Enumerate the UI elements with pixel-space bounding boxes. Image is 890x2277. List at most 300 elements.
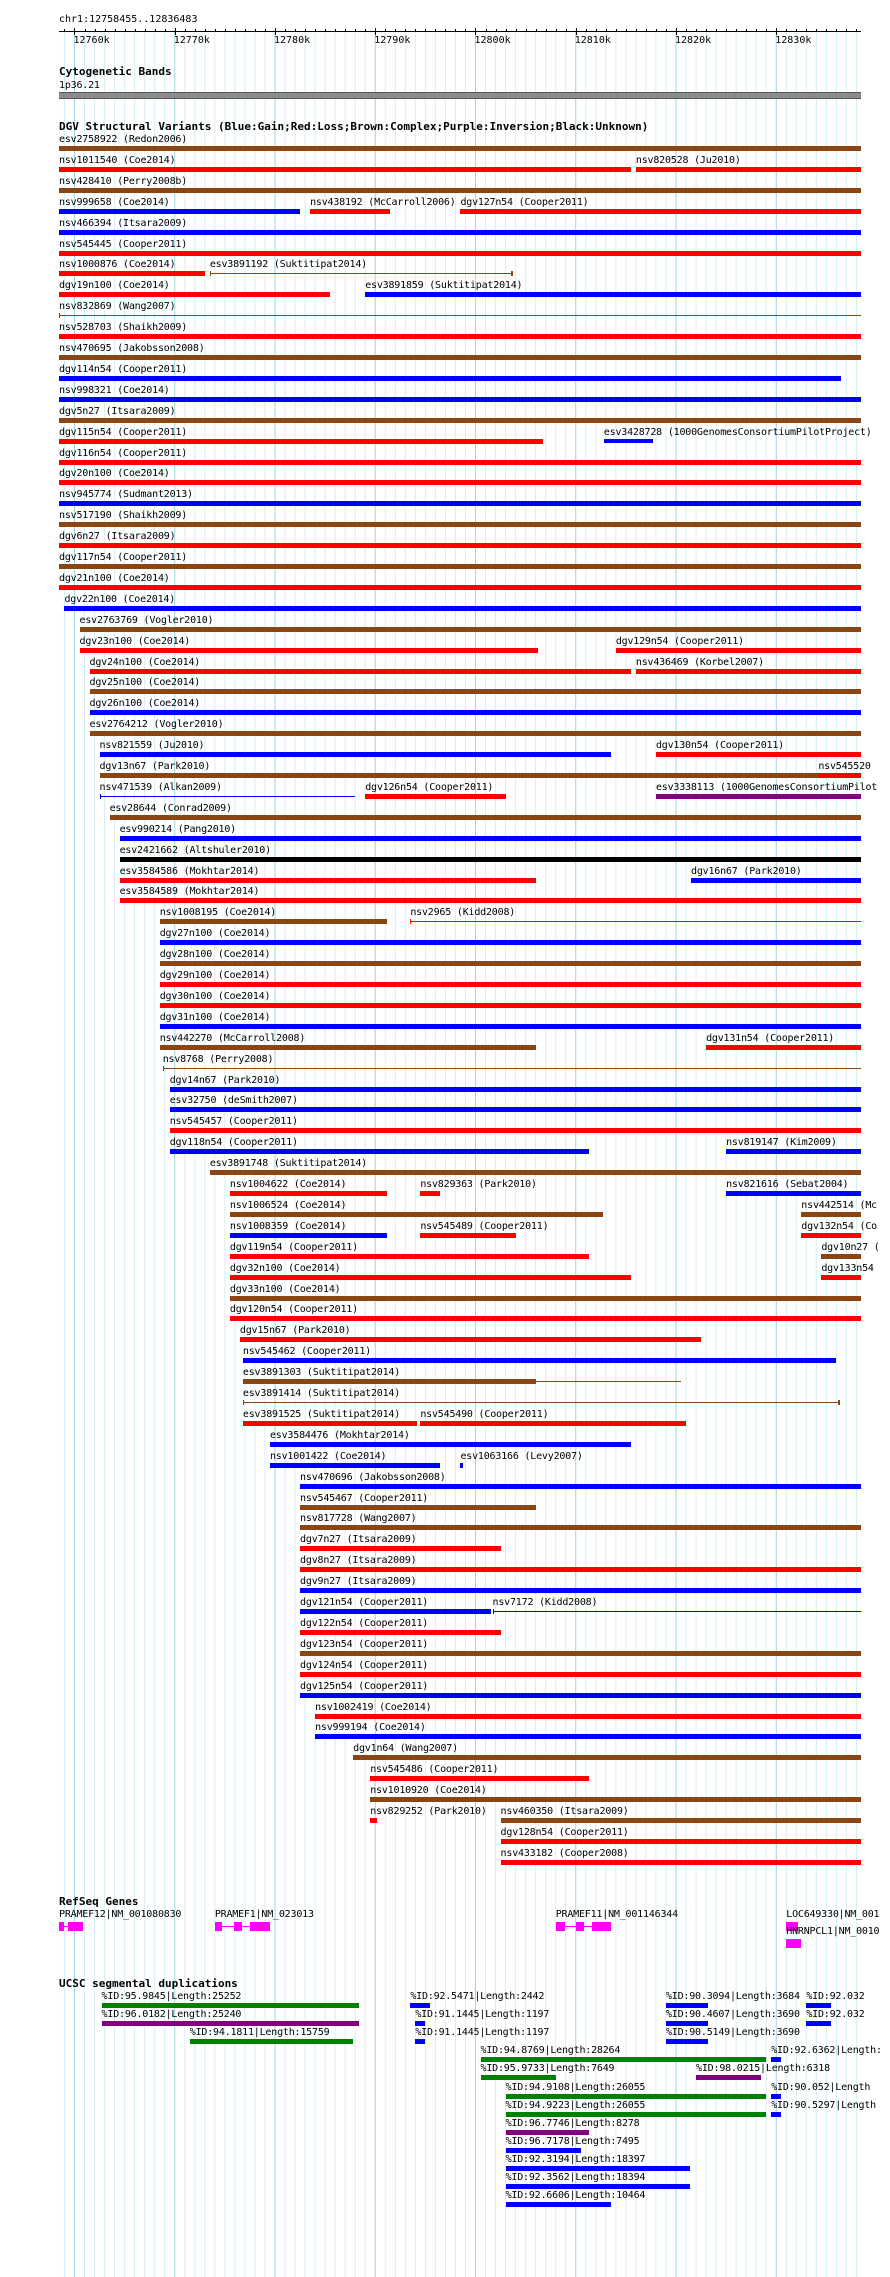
- segdup-label[interactable]: %ID:92.032: [806, 1991, 865, 2002]
- variant-label[interactable]: dgv115n54 (Cooper2011): [59, 426, 188, 438]
- variant-bar[interactable]: [120, 836, 861, 841]
- variant-line[interactable]: [59, 315, 861, 316]
- variant-label[interactable]: nsv1006524 (Coe2014): [229, 1199, 347, 1211]
- variant-label[interactable]: nsv545490 (Cooper2011): [420, 1408, 549, 1420]
- variant-bar[interactable]: [59, 397, 861, 402]
- segdup-label[interactable]: %ID:92.3194|Length:18397: [505, 2153, 646, 2165]
- variant-label[interactable]: esv3584586 (Mokhtar2014): [119, 865, 260, 877]
- variant-bar[interactable]: [270, 1463, 440, 1468]
- variant-bar[interactable]: [353, 1755, 861, 1760]
- variant-label[interactable]: dgv132n54 (Co: [801, 1220, 877, 1232]
- segdup-label[interactable]: %ID:96.7178|Length:7495: [505, 2135, 640, 2147]
- variant-label[interactable]: dgv127n54 (Cooper2011): [460, 196, 589, 208]
- variant-label[interactable]: esv2421662 (Altshuler2010): [119, 844, 271, 856]
- variant-bar[interactable]: [90, 689, 861, 694]
- variant-label[interactable]: dgv23n100 (Coe2014): [79, 635, 191, 647]
- segdup-bar[interactable]: [102, 2003, 360, 2008]
- variant-label[interactable]: nsv832869 (Wang2007): [59, 301, 176, 313]
- variant-label[interactable]: esv990214 (Pang2010): [119, 823, 237, 835]
- variant-label[interactable]: nsv545445 (Cooper2011): [59, 238, 188, 250]
- ruler-label: 12780k: [273, 35, 311, 46]
- variant-label[interactable]: dgv30n100 (Coe2014): [159, 990, 271, 1002]
- segdup-label[interactable]: %ID:90.052|Length: [771, 2081, 871, 2093]
- variant-bar[interactable]: [59, 251, 861, 256]
- variant-bar[interactable]: [59, 439, 543, 444]
- segdup-label[interactable]: %ID:92.6606|Length:10464: [505, 2190, 646, 2202]
- variant-bar[interactable]: [59, 334, 861, 339]
- variant-label[interactable]: nsv1008195 (Coe2014): [159, 907, 277, 919]
- variant-bar[interactable]: [160, 940, 861, 945]
- gene-exon[interactable]: [786, 1939, 801, 1948]
- variant-line[interactable]: [493, 1611, 861, 1612]
- variant-bar[interactable]: [230, 1254, 589, 1259]
- variant-label[interactable]: dgv19n100 (Coe2014): [59, 280, 170, 292]
- variant-bar[interactable]: [365, 794, 505, 799]
- gene-label[interactable]: PRAMEF12|NM_001080830: [59, 1909, 182, 1920]
- cytoband-title: Cytogenetic Bands: [59, 65, 172, 78]
- variant-bar[interactable]: [80, 627, 861, 632]
- variant-bar[interactable]: [300, 1505, 536, 1510]
- variant-bar[interactable]: [656, 794, 861, 799]
- variant-label[interactable]: dgv119n54 (Cooper2011): [229, 1241, 358, 1253]
- variant-bar[interactable]: [240, 1337, 701, 1342]
- variant-label[interactable]: dgv31n100 (Coe2014): [159, 1011, 271, 1023]
- variant-bar[interactable]: [270, 1442, 631, 1447]
- variant-bar[interactable]: [801, 1233, 861, 1238]
- variant-label[interactable]: dgv21n100 (Coe2014): [59, 572, 170, 584]
- variant-label[interactable]: dgv118n54 (Cooper2011): [169, 1137, 298, 1149]
- variant-label[interactable]: nsv1011540 (Coe2014): [59, 154, 176, 166]
- segdup-bar[interactable]: [506, 2184, 690, 2189]
- variant-bar[interactable]: [170, 1149, 589, 1154]
- gene-label[interactable]: LOC649330|NM_001: [786, 1909, 880, 1920]
- variant-label[interactable]: nsv545486 (Cooper2011): [370, 1764, 499, 1776]
- variant-label[interactable]: nsv945774 (Sudmant2013): [59, 489, 193, 501]
- variant-label[interactable]: nsv528703 (Shaikh2009): [59, 322, 188, 334]
- variant-bar[interactable]: [230, 1316, 861, 1321]
- variant-label[interactable]: dgv9n27 (Itsara2009): [300, 1576, 417, 1588]
- segdup-bar[interactable]: [666, 2039, 708, 2044]
- variant-label[interactable]: esv3891192 (Suktitipat2014): [209, 259, 367, 271]
- variant-label[interactable]: esv1063166 (Levy2007): [460, 1450, 583, 1462]
- variant-label[interactable]: nsv470696 (Jakobsson2008): [300, 1471, 446, 1483]
- variant-bar[interactable]: [160, 982, 861, 987]
- variant-label[interactable]: dgv7n27 (Itsara2009): [300, 1534, 417, 1546]
- variant-bar[interactable]: [210, 1170, 861, 1175]
- variant-bar[interactable]: [420, 1233, 515, 1238]
- variant-cap: [493, 1609, 494, 1614]
- segdup-label[interactable]: %ID:96.0182|Length:25240: [101, 2009, 242, 2021]
- variant-bar[interactable]: [300, 1484, 861, 1489]
- variant-bar[interactable]: [315, 1714, 861, 1719]
- variant-bar[interactable]: [310, 209, 390, 214]
- ruler-label: 12810k: [574, 35, 611, 46]
- variant-label[interactable]: dgv121n54 (Cooper2011): [300, 1597, 429, 1608]
- variant-bar[interactable]: [59, 564, 861, 569]
- variant-label[interactable]: dgv114n54 (Cooper2011): [59, 363, 188, 375]
- segdup-label[interactable]: %ID:98.0215|Length:6318: [696, 2063, 830, 2075]
- variant-label[interactable]: nsv436469 (Korbel2007): [635, 656, 764, 668]
- variant-label[interactable]: nsv545520: [818, 761, 871, 772]
- variant-label[interactable]: nsv821616 (Sebat2004): [726, 1179, 849, 1190]
- variant-cap: [163, 1066, 164, 1071]
- variant-bar[interactable]: [59, 209, 300, 214]
- segdup-bar[interactable]: [771, 2094, 781, 2099]
- variant-label[interactable]: dgv10n27 (: [821, 1241, 880, 1253]
- segdup-bar[interactable]: [771, 2057, 781, 2062]
- variant-label[interactable]: dgv126n54 (Cooper2011): [365, 781, 494, 793]
- variant-bar[interactable]: [230, 1296, 861, 1301]
- variant-label[interactable]: dgv122n54 (Cooper2011): [300, 1617, 429, 1629]
- variant-bar[interactable]: [243, 1421, 417, 1426]
- variant-bar[interactable]: [120, 878, 536, 883]
- variant-label[interactable]: esv3891748 (Suktitipat2014): [209, 1158, 367, 1170]
- gene-label[interactable]: PRAMEF1|NM_023013: [214, 1909, 314, 1920]
- variant-bar[interactable]: [100, 773, 861, 778]
- variant-bar[interactable]: [300, 1525, 861, 1530]
- variant-bar[interactable]: [59, 460, 861, 465]
- variant-label[interactable]: esv2763769 (Vogler2010): [79, 614, 214, 626]
- variant-label[interactable]: dgv5n27 (Itsara2009): [59, 405, 176, 417]
- variant-bar[interactable]: [300, 1546, 501, 1551]
- variant-bar[interactable]: [160, 1003, 861, 1008]
- variant-label[interactable]: dgv14n67 (Park2010): [169, 1074, 281, 1086]
- variant-bar[interactable]: [170, 1107, 861, 1112]
- variant-label[interactable]: dgv26n100 (Coe2014): [89, 698, 201, 710]
- variant-bar[interactable]: [243, 1379, 536, 1384]
- variant-label[interactable]: esv3338113 (1000GenomesConsortiumPilot: [655, 781, 878, 793]
- variant-bar[interactable]: [110, 815, 861, 820]
- variant-bar[interactable]: [90, 710, 861, 715]
- variant-label[interactable]: nsv999194 (Coe2014): [315, 1722, 426, 1734]
- variant-bar[interactable]: [120, 857, 861, 862]
- variant-cap: [210, 271, 211, 276]
- variant-label[interactable]: dgv128n54 (Cooper2011): [500, 1826, 629, 1838]
- variant-label[interactable]: nsv517190 (Shaikh2009): [59, 510, 188, 522]
- variant-bar[interactable]: [370, 1818, 377, 1823]
- variant-bar[interactable]: [838, 1400, 840, 1405]
- variant-label[interactable]: nsv466394 (Itsara2009): [59, 217, 188, 229]
- variant-cap: [243, 1400, 244, 1405]
- ruler-label: 12790k: [374, 35, 411, 46]
- segdup-bar[interactable]: [415, 2021, 425, 2026]
- variant-line[interactable]: [210, 273, 511, 274]
- variant-label[interactable]: nsv460350 (Itsara2009): [500, 1806, 629, 1817]
- variant-bar[interactable]: [656, 752, 861, 757]
- variant-bar[interactable]: [160, 919, 388, 924]
- segdup-label[interactable]: %ID:91.1445|Length:1197: [415, 2009, 550, 2021]
- variant-bar[interactable]: [821, 1254, 861, 1259]
- variant-bar[interactable]: [706, 1045, 861, 1050]
- variant-label[interactable]: esv28644 (Conrad2009): [109, 802, 232, 814]
- variant-bar[interactable]: [100, 752, 611, 757]
- variant-label[interactable]: esv3891303 (Suktitipat2014): [242, 1367, 401, 1379]
- variant-bar[interactable]: [160, 961, 861, 966]
- gene-label[interactable]: HNRNPCL1|NM_0010: [786, 1926, 880, 1937]
- variant-label[interactable]: nsv442514 (Mc: [801, 1199, 877, 1211]
- variant-bar[interactable]: [230, 1212, 603, 1217]
- segdup-bar[interactable]: [806, 2003, 831, 2008]
- gene-exon[interactable]: [576, 1922, 584, 1931]
- variant-bar[interactable]: [59, 543, 861, 548]
- segdup-label[interactable]: %ID:94.8769|Length:28264: [480, 2045, 621, 2057]
- variant-label[interactable]: dgv27n100 (Coe2014): [159, 928, 271, 940]
- variant-bar[interactable]: [315, 1734, 861, 1739]
- variant-label[interactable]: nsv999658 (Coe2014): [59, 196, 170, 208]
- segdup-bar[interactable]: [666, 2021, 708, 2026]
- segdup-bar[interactable]: [771, 2112, 781, 2117]
- variant-bar[interactable]: [300, 1609, 490, 1614]
- variant-bar[interactable]: [300, 1630, 501, 1635]
- variant-bar[interactable]: [300, 1651, 861, 1656]
- variant-label[interactable]: nsv7172 (Kidd2008): [492, 1597, 598, 1608]
- variant-bar[interactable]: [230, 1275, 631, 1280]
- variant-cap: [410, 919, 411, 924]
- variant-label[interactable]: esv2764212 (Vogler2010): [89, 719, 224, 731]
- variant-label[interactable]: nsv1002419 (Coe2014): [315, 1701, 432, 1713]
- segdup-label[interactable]: %ID:90.5297|Length: [771, 2099, 876, 2111]
- variant-label[interactable]: nsv2965 (Kidd2008): [410, 907, 516, 919]
- segdup-bar[interactable]: [806, 2021, 831, 2026]
- segdup-label[interactable]: %ID:94.1811|Length:15759: [189, 2027, 330, 2039]
- gene-exon[interactable]: [59, 1922, 64, 1931]
- variant-label[interactable]: esv3428728 (1000GenomesConsortiumPilotProject): [603, 426, 872, 438]
- variant-label[interactable]: nsv433182 (Cooper2008): [500, 1847, 629, 1859]
- variant-label[interactable]: esv2758922 (Redon2006): [59, 134, 188, 145]
- gene-exon[interactable]: [556, 1922, 565, 1931]
- segdup-bar[interactable]: [696, 2075, 761, 2080]
- variant-line[interactable]: [410, 921, 861, 922]
- dgv-track-title: DGV Structural Variants (Blue:Gain;Red:Loss;Brown:Complex;Purple:Inversion;Black:Unknown): [59, 120, 649, 133]
- variant-line[interactable]: [243, 1402, 838, 1403]
- variant-bar[interactable]: [636, 167, 861, 172]
- segdup-label[interactable]: %ID:92.5471|Length:2442: [410, 1991, 545, 2002]
- variant-label[interactable]: nsv545462 (Cooper2011): [242, 1346, 371, 1358]
- variant-label[interactable]: nsv819147 (Kim2009): [726, 1137, 837, 1149]
- segdup-label[interactable]: %ID:95.9845|Length:25252: [101, 1991, 242, 2002]
- variant-bar[interactable]: [64, 606, 861, 611]
- segdup-label[interactable]: %ID:92.6362|Length:: [771, 2045, 882, 2057]
- variant-label[interactable]: dgv33n100 (Coe2014): [229, 1283, 341, 1295]
- ruler-label: 12770k: [173, 35, 210, 46]
- variant-bar[interactable]: [59, 501, 861, 506]
- variant-label[interactable]: nsv8768 (Perry2008): [162, 1053, 274, 1065]
- variant-label[interactable]: esv3891414 (Suktitipat2014): [242, 1388, 401, 1399]
- segdup-bar[interactable]: [506, 2094, 767, 2099]
- variant-line[interactable]: [163, 1068, 861, 1069]
- variant-bar[interactable]: [243, 1358, 836, 1363]
- variant-bar[interactable]: [160, 1024, 861, 1029]
- segdup-label[interactable]: %ID:95.9733|Length:7649: [480, 2063, 615, 2075]
- variant-label[interactable]: nsv470695 (Jakobsson2008): [59, 343, 205, 354]
- variant-label[interactable]: dgv117n54 (Cooper2011): [59, 552, 188, 563]
- segdup-label[interactable]: %ID:96.7746|Length:8278: [505, 2117, 640, 2129]
- variant-label[interactable]: nsv438192 (McCarroll2006): [310, 196, 456, 208]
- variant-bar[interactable]: [170, 1087, 861, 1092]
- variant-label[interactable]: nsv545457 (Cooper2011): [169, 1116, 298, 1128]
- variant-label[interactable]: nsv817728 (Wang2007): [300, 1513, 417, 1525]
- variant-label[interactable]: nsv428410 (Perry2008b): [59, 175, 188, 187]
- variant-label[interactable]: dgv25n100 (Coe2014): [89, 677, 201, 689]
- variant-bar[interactable]: [370, 1797, 861, 1802]
- segdup-label[interactable]: %ID:94.9108|Length:26055: [505, 2081, 646, 2093]
- segdup-bar[interactable]: [506, 2148, 581, 2153]
- variant-label[interactable]: dgv20n100 (Coe2014): [59, 468, 170, 480]
- gene-exon[interactable]: [234, 1922, 242, 1931]
- variant-bar[interactable]: [365, 292, 861, 297]
- variant-bar[interactable]: [90, 669, 631, 674]
- variant-label[interactable]: dgv130n54 (Cooper2011): [655, 740, 784, 752]
- variant-bar[interactable]: [300, 1567, 861, 1572]
- variant-bar[interactable]: [420, 1421, 686, 1426]
- variant-bar[interactable]: [59, 355, 861, 360]
- segdup-bar[interactable]: [410, 2003, 430, 2008]
- variant-bar[interactable]: [501, 1818, 861, 1823]
- segdup-label[interactable]: %ID:94.9223|Length:26055: [505, 2099, 646, 2111]
- variant-bar[interactable]: [170, 1128, 861, 1133]
- cytoband-name: 1p36.21: [59, 80, 100, 91]
- variant-bar[interactable]: [59, 188, 861, 193]
- variant-label[interactable]: nsv1010920 (Coe2014): [370, 1785, 487, 1797]
- segdup-track-title: UCSC segmental duplications: [59, 1977, 238, 1990]
- segdup-bar[interactable]: [506, 2202, 611, 2207]
- segdup-bar[interactable]: [666, 2003, 708, 2008]
- segdup-bar[interactable]: [415, 2039, 425, 2044]
- segdup-label[interactable]: %ID:92.032: [806, 2009, 865, 2021]
- variant-label[interactable]: nsv829363 (Park2010): [420, 1179, 537, 1190]
- variant-label[interactable]: esv3891525 (Suktitipat2014): [242, 1408, 401, 1420]
- variant-label[interactable]: nsv1004622 (Coe2014): [229, 1179, 347, 1190]
- variant-bar[interactable]: [59, 418, 861, 423]
- variant-label[interactable]: dgv15n67 (Park2010): [239, 1325, 351, 1337]
- variant-label[interactable]: esv3584476 (Mokhtar2014): [269, 1429, 410, 1441]
- variant-label[interactable]: dgv16n67 (Park2010): [691, 865, 802, 877]
- variant-cap: [59, 313, 60, 318]
- variant-label[interactable]: dgv22n100 (Coe2014): [64, 593, 176, 605]
- variant-label[interactable]: esv3584589 (Mokhtar2014): [119, 886, 260, 898]
- variant-label[interactable]: dgv28n100 (Coe2014): [159, 949, 271, 961]
- gene-exon[interactable]: [250, 1922, 270, 1931]
- variant-bar[interactable]: [691, 878, 861, 883]
- variant-bar[interactable]: [501, 1860, 861, 1865]
- segdup-label[interactable]: %ID:91.1445|Length:1197: [415, 2027, 550, 2039]
- variant-label[interactable]: dgv124n54 (Cooper2011): [300, 1659, 429, 1671]
- variant-label[interactable]: dgv8n27 (Itsara2009): [300, 1555, 417, 1567]
- variant-bar[interactable]: [230, 1233, 387, 1238]
- variant-bar[interactable]: [501, 1839, 861, 1844]
- variant-bar[interactable]: [604, 439, 653, 443]
- variant-label[interactable]: dgv125n54 (Cooper2011): [300, 1680, 429, 1692]
- variant-label[interactable]: dgv32n100 (Coe2014): [229, 1262, 341, 1274]
- variant-label[interactable]: dgv29n100 (Coe2014): [159, 970, 271, 981]
- gene-exon[interactable]: [215, 1922, 222, 1931]
- segdup-label[interactable]: %ID:90.4607|Length:3690: [665, 2009, 800, 2021]
- variant-bar[interactable]: [636, 669, 861, 674]
- variant-bar[interactable]: [59, 292, 330, 297]
- variant-bar[interactable]: [726, 1191, 861, 1196]
- variant-bar[interactable]: [230, 1191, 387, 1196]
- variant-label[interactable]: nsv545489 (Cooper2011): [420, 1220, 549, 1232]
- variant-bar[interactable]: [300, 1672, 861, 1677]
- segdup-bar[interactable]: [481, 2075, 556, 2080]
- variant-label[interactable]: nsv471539 (Alkan2009): [99, 781, 222, 793]
- variant-label[interactable]: nsv820528 (Ju2010): [635, 154, 741, 166]
- variant-bar[interactable]: [59, 146, 861, 151]
- variant-label[interactable]: nsv821559 (Ju2010): [99, 740, 205, 752]
- variant-bar[interactable]: [616, 648, 861, 653]
- variant-bar[interactable]: [420, 1191, 440, 1196]
- gene-exon[interactable]: [68, 1922, 82, 1931]
- segdup-label[interactable]: %ID:90.3094|Length:3684: [665, 1991, 800, 2002]
- variant-bar[interactable]: [59, 376, 841, 381]
- variant-label[interactable]: nsv829252 (Park2010): [370, 1806, 487, 1817]
- ruler-label: 12830k: [775, 35, 812, 46]
- variant-bar[interactable]: [59, 271, 205, 276]
- variant-label[interactable]: dgv131n54 (Cooper2011): [706, 1032, 835, 1044]
- variant-bar[interactable]: [59, 480, 861, 485]
- segdup-bar[interactable]: [190, 2039, 353, 2044]
- variant-bar[interactable]: [300, 1693, 861, 1698]
- variant-line[interactable]: [100, 796, 356, 797]
- variant-bar[interactable]: [59, 522, 861, 527]
- segdup-bar[interactable]: [506, 2130, 589, 2135]
- variant-bar[interactable]: [300, 1588, 861, 1593]
- variant-label[interactable]: nsv442270 (McCarroll2008): [159, 1032, 306, 1044]
- variant-label[interactable]: nsv1000876 (Coe2014): [59, 259, 176, 271]
- gene-exon[interactable]: [592, 1922, 611, 1931]
- variant-label[interactable]: dgv120n54 (Cooper2011): [229, 1304, 358, 1316]
- variant-bar[interactable]: [801, 1212, 861, 1217]
- variant-label[interactable]: nsv1008359 (Coe2014): [229, 1220, 347, 1232]
- variant-label[interactable]: dgv123n54 (Cooper2011): [300, 1638, 429, 1650]
- segdup-bar[interactable]: [481, 2057, 767, 2062]
- variant-label[interactable]: esv32750 (deSmith2007): [169, 1095, 298, 1107]
- variant-label[interactable]: dgv129n54 (Cooper2011): [615, 635, 744, 647]
- variant-bar[interactable]: [160, 1045, 536, 1050]
- segdup-label[interactable]: %ID:90.5149|Length:3690: [665, 2027, 800, 2039]
- variant-label[interactable]: nsv545467 (Cooper2011): [300, 1492, 429, 1504]
- segdup-bar[interactable]: [102, 2021, 360, 2026]
- variant-bar[interactable]: [90, 731, 861, 736]
- variant-label[interactable]: dgv116n54 (Cooper2011): [59, 447, 188, 459]
- variant-bar[interactable]: [370, 1776, 589, 1781]
- variant-bar[interactable]: [120, 898, 861, 903]
- variant-label[interactable]: nsv998321 (Coe2014): [59, 384, 170, 396]
- gene-label[interactable]: PRAMEF11|NM_001146344: [555, 1909, 678, 1920]
- variant-label[interactable]: esv3891859 (Suktitipat2014): [365, 280, 523, 292]
- variant-bar[interactable]: [511, 271, 513, 276]
- variant-label[interactable]: dgv24n100 (Coe2014): [89, 656, 201, 668]
- variant-bar[interactable]: [821, 1275, 861, 1280]
- variant-bar[interactable]: [59, 585, 861, 590]
- variant-label[interactable]: dgv6n27 (Itsara2009): [59, 531, 176, 543]
- variant-bar[interactable]: [80, 648, 538, 653]
- variant-bar[interactable]: [59, 167, 631, 172]
- variant-bar[interactable]: [818, 773, 861, 778]
- variant-label[interactable]: dgv133n54: [821, 1262, 874, 1274]
- variant-bar[interactable]: [726, 1149, 861, 1154]
- segdup-label[interactable]: %ID:92.3562|Length:18394: [505, 2172, 646, 2183]
- variant-line[interactable]: [536, 1381, 681, 1382]
- segdup-bar[interactable]: [506, 2166, 690, 2171]
- variant-bar[interactable]: [460, 1463, 463, 1468]
- variant-bar[interactable]: [460, 209, 861, 214]
- variant-label[interactable]: nsv1001422 (Coe2014): [269, 1450, 387, 1462]
- variant-label[interactable]: dgv1n64 (Wang2007): [353, 1743, 458, 1755]
- variant-label[interactable]: dgv13n67 (Park2010): [99, 761, 211, 772]
- variant-bar[interactable]: [59, 230, 861, 235]
- segdup-bar[interactable]: [506, 2112, 767, 2117]
